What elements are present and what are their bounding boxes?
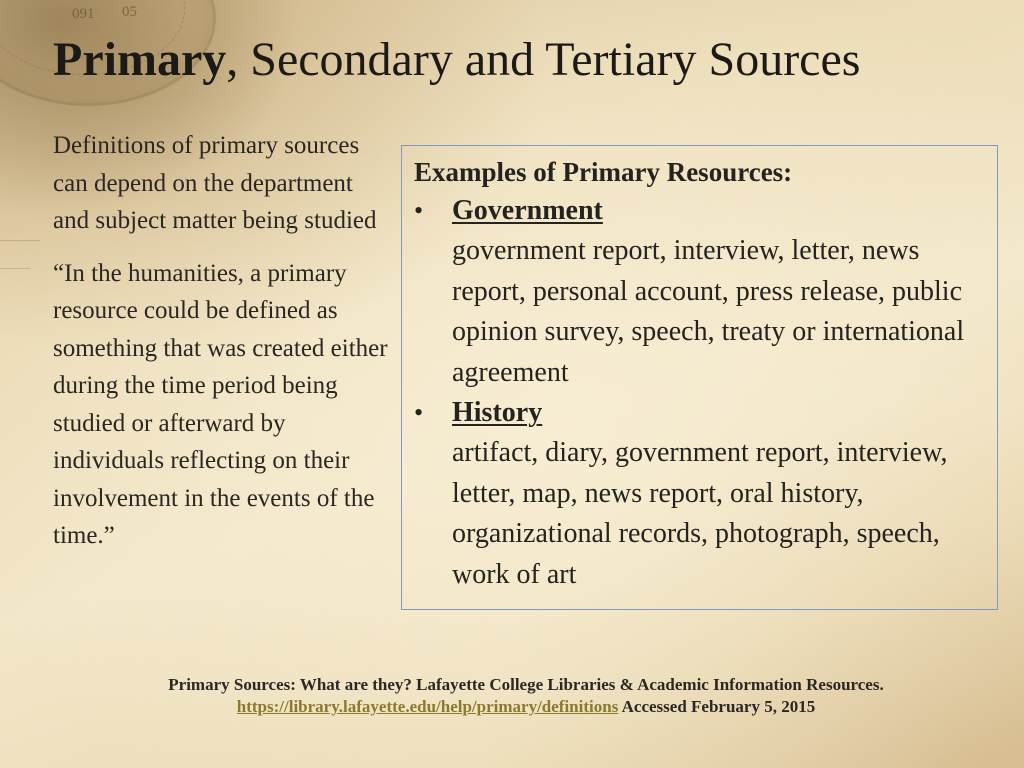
map-line — [0, 240, 40, 241]
definitions-column — [53, 127, 393, 555]
examples-box — [401, 145, 998, 610]
citation-link[interactable]: https://library.lafayette.edu/help/primary/definitions — [236, 697, 619, 716]
category-name: History — [452, 397, 543, 428]
slide-title — [53, 30, 860, 90]
citation-source: Primary Sources: What are they? Lafayette College Libraries & Academic Information Resources. — [168, 675, 884, 694]
citation-accessed: Accessed February 5, 2015 — [618, 697, 816, 716]
citation-link-line — [0, 696, 1024, 718]
examples-heading: Examples of Primary Resources: — [414, 157, 793, 187]
category-history — [414, 393, 997, 595]
humanities-quote: “In the humanities, a primary resource could be defined as something that was created either during the time period being studied or afterward by individuals reflecting on their involvement in the events of the time.” — [53, 259, 388, 549]
definitions-intro: Definitions of primary sources can depend on the department and subject matter being studied — [53, 132, 377, 234]
compass-number: 05 — [122, 4, 137, 20]
bullet-icon: • — [414, 196, 424, 225]
category-name: Government — [452, 195, 603, 226]
category-items: artifact, diary, government report, interview, letter, map, news report, oral history, organizational records, photograph, speech, work of art — [452, 437, 948, 590]
citation — [0, 674, 1024, 718]
bullet-icon: • — [414, 398, 424, 427]
map-line — [0, 268, 30, 269]
title-bold-part: Primary — [53, 33, 227, 86]
category-items: government report, interview, letter, news report, personal account, press release, public opinion survey, speech, treaty or international agreement — [452, 235, 965, 388]
compass-number: 091 — [72, 6, 95, 22]
category-government — [414, 191, 997, 393]
title-rest: , Secondary and Tertiary Sources — [226, 33, 861, 86]
